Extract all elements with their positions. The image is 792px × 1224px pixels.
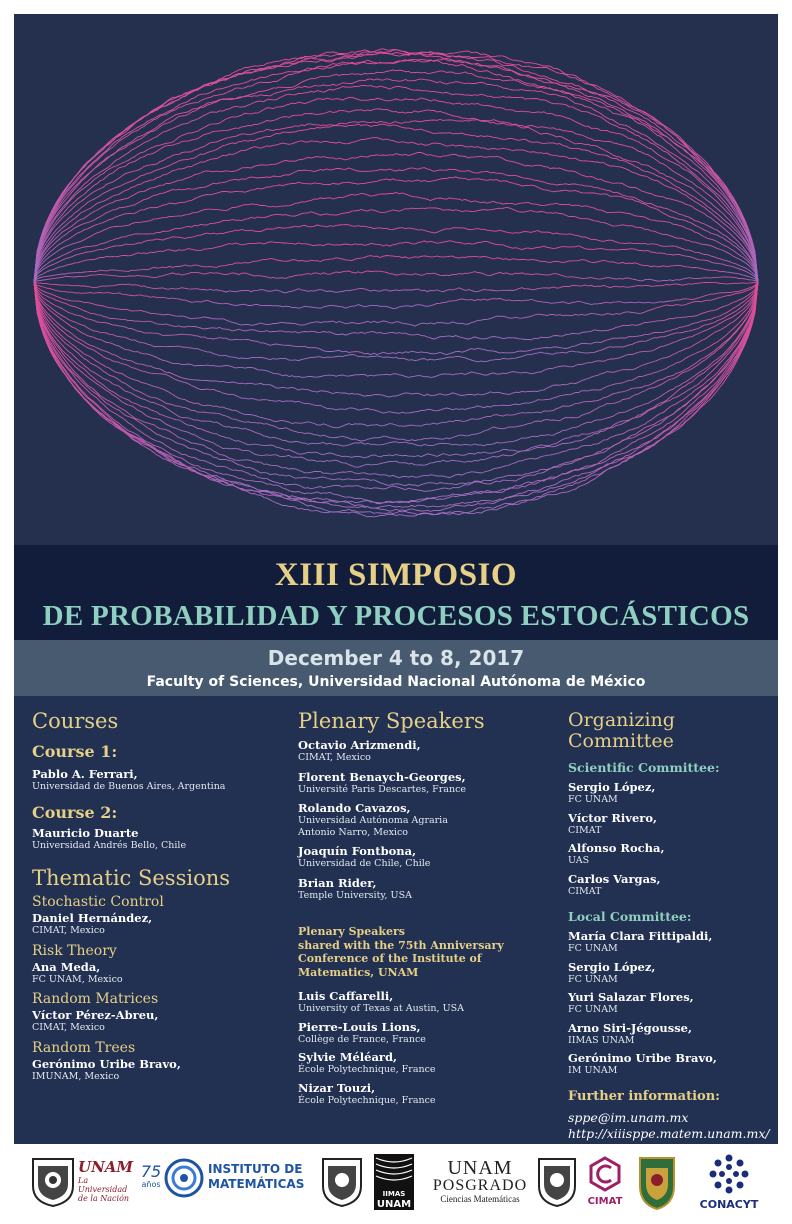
random-path-line [34,256,758,283]
speaker-affiliation: Collège de France, France [298,1033,426,1045]
speaker-affiliation: Universidad Autónoma Agraria [298,815,448,826]
random-paths-ellipse-art [14,14,778,545]
date-band [14,640,778,696]
instituto-matematicas-logo: INSTITUTO DE MATEMÁTICAS [208,1162,305,1191]
unam-shield-logo-2 [320,1156,364,1208]
session-title: Risk Theory [32,942,117,959]
committee-heading-line1: Organizing [568,709,675,731]
speaker-name: Pierre-Louis Lions, [298,1019,421,1034]
session-title: Random Matrices [32,991,159,1007]
speaker-name: Brian Rider, [298,875,377,890]
cover-artwork [14,14,778,545]
session-speaker: Víctor Pérez-Abreu, [32,1008,159,1022]
speaker-name: Sylvie Méléard, [298,1050,398,1064]
random-path-line [34,282,758,428]
random-path-line [34,58,758,282]
conacyt-logo: CONACYT [698,1154,760,1211]
conacyt-emblem-icon [709,1154,749,1194]
poster [14,14,778,1144]
courses-heading: Courses [32,709,119,733]
speaker-affiliation: Temple University, USA [298,889,412,901]
random-path-line [34,282,758,293]
session-risk-theory [32,943,282,986]
instituto-matematicas-icon [164,1158,204,1198]
event-venue: Faculty of Sciences, Universidad Nacional Autónoma de México [146,674,646,690]
speaker-affiliation: University of Texas at Austin, USA [298,1003,464,1014]
shared-plenary-heading: Plenary Speakers shared with the 75th Anniversary Conference of the Institute of Matematics, UNAM [298,925,504,979]
session-affiliation: IMUNAM, Mexico [32,1070,120,1082]
course-1-affiliation: Universidad de Buenos Aires, Argentina [32,781,226,792]
uas-shield-logo [636,1154,678,1212]
committee-column [568,710,773,1142]
session-speaker: Daniel Hernández, [32,911,153,925]
iimas-logo: IIMAS UNAM [374,1154,414,1210]
unam-cursive-logo: UNAM La Universidad de la Nación [78,1158,134,1203]
speaker-name: Nizar Touzi, [298,1080,376,1095]
scientific-committee-heading: Scientific Committee: [568,760,720,775]
random-path-line [34,70,758,282]
speaker-affiliation: École Polytechnique, France [298,1064,436,1075]
plenary-speaker [298,801,560,838]
random-path-line [34,282,758,517]
committee-member: Carlos Vargas, CIMAT [568,871,661,897]
further-information-heading: Further information: [568,1088,720,1104]
committee-member: Yuri Salazar Flores, FC UNAM [568,990,694,1015]
75-years-badge: 75 años [140,1162,162,1189]
committee-member: Sergio López, FC UNAM [568,780,656,805]
contact-email-link[interactable]: sppe@im.unam.mx [568,1109,689,1125]
speaker-affiliation: Université Paris Descartes, France [298,783,467,795]
cimat-emblem-icon [587,1156,623,1192]
local-committee-heading: Local Committee: [568,909,692,924]
random-path-line [34,282,758,486]
course-1-lecturer: Pablo A. Ferrari, [32,767,138,781]
title-band [14,545,778,655]
random-path-line [34,282,758,441]
speaker-name: Rolando Cavazos, [298,801,411,815]
random-path-line [34,49,758,282]
session-stochastic-control [32,894,282,937]
random-path-line [34,282,758,355]
committee-member: María Clara Fittipaldi, FC UNAM [568,929,713,954]
shared-speaker [298,1020,560,1046]
plenary-speaker [298,876,560,902]
random-path-line [34,282,758,491]
shared-speaker [298,1050,560,1076]
speaker-name: Luis Caffarelli, [298,989,394,1003]
plenary-column [298,710,560,1106]
session-random-trees [32,1040,282,1083]
plenary-speaker [298,770,560,796]
session-speaker: Gerónimo Uribe Bravo, [32,1056,181,1071]
random-path-line [34,192,758,282]
committee-member: Sergio López, FC UNAM [568,959,656,985]
speaker-name: Joaquín Fontbona, [298,844,417,858]
thematic-sessions-heading: Thematic Sessions [32,866,231,890]
unam-shield-logo [30,1156,76,1208]
course-2-label: Course 2: [32,802,118,822]
session-affiliation: CIMAT, Mexico [32,925,105,936]
symposium-title: XIII SIMPOSIO [274,557,518,593]
cimat-logo: CIMAT [584,1156,626,1207]
unam-shield-logo-3 [536,1156,578,1208]
sponsor-logo-strip [14,1144,778,1224]
iimas-pattern-icon [374,1154,414,1186]
session-random-matrices [32,991,282,1034]
session-speaker: Ana Meda, [32,959,101,974]
session-title: Random Trees [32,1039,136,1056]
posgrado-logo: UNAM POSGRADO Ciencias Matemáticas [432,1157,528,1204]
committee-member: Gerónimo Uribe Bravo, IM UNAM [568,1051,717,1076]
speaker-affiliation: Universidad de Chile, Chile [298,858,431,869]
plenary-speaker [298,738,560,764]
random-path-line [34,168,758,282]
courses-column [32,710,282,1082]
session-affiliation: CIMAT, Mexico [32,1022,105,1033]
committee-member: Víctor Rivero, CIMAT [568,810,657,836]
speaker-affiliation-line2: Antonio Narro, Mexico [298,826,409,838]
course-2-affiliation: Universidad Andrés Bello, Chile [32,839,187,851]
course-1-label: Course 1: [32,742,118,761]
plenary-speaker [298,844,560,870]
session-affiliation: FC UNAM, Mexico [32,973,123,985]
speaker-name: Florent Benaych-Georges, [298,769,466,784]
speaker-affiliation: École Polytechnique, France [298,1094,436,1106]
shared-speaker [298,1081,560,1107]
committee-heading-line2: Committee [568,730,674,752]
random-path-line [34,271,758,282]
random-path-line [34,282,758,503]
random-path-line [34,282,758,508]
committee-member: Arno Siri-Jégousse, IIMAS UNAM [568,1020,692,1046]
random-path-line [34,282,758,326]
event-date: December 4 to 8, 2017 [267,646,525,670]
speaker-name: Octavio Arizmendi, [298,738,421,752]
session-title: Stochastic Control [32,894,164,910]
plenary-heading: Plenary Speakers [298,709,485,733]
website-link[interactable]: http://xiiisppe.matem.unam.mx/ [568,1125,770,1141]
speaker-affiliation: CIMAT, Mexico [298,752,371,763]
committee-member: Alfonso Rocha, UAS [568,841,665,866]
course-2-lecturer: Mauricio Duarte [32,825,139,840]
symposium-subtitle: DE PROBABILIDAD Y PROCESOS ESTOCÁSTICOS [42,600,750,632]
shared-speaker [298,989,560,1015]
